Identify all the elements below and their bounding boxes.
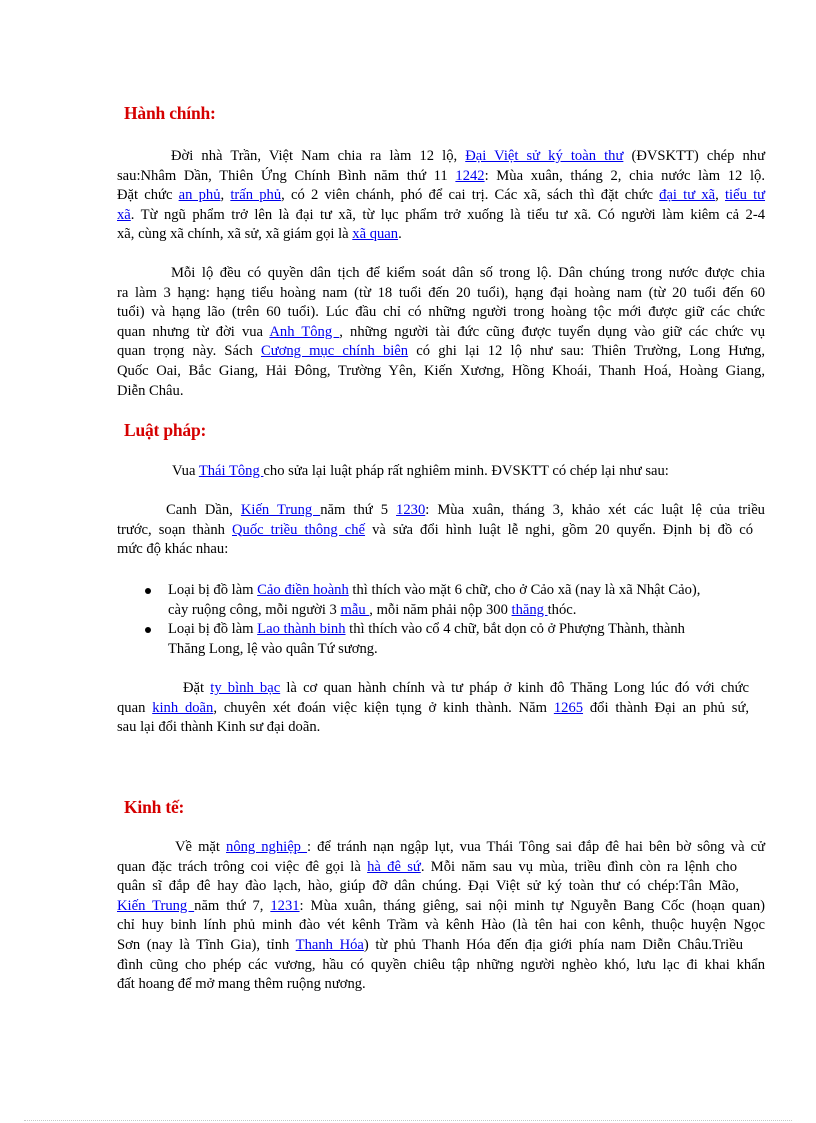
link-tran-phu[interactable]: trấn phủ (230, 187, 282, 204)
link-dai-viet-su-ky-toan-thu[interactable]: Đại Việt sử ký toàn thư (465, 148, 624, 164)
heading-hanh-chinh: Hành chính: (124, 103, 216, 123)
paragraph-law-3 (117, 679, 765, 738)
text-line (117, 699, 765, 719)
link-kien-trung[interactable]: Kiến Trung (240, 502, 321, 518)
text-run: Loại bị đồ làm (168, 582, 258, 598)
text-line (168, 581, 765, 601)
link-tieu-tu-xa[interactable]: tiểu tư (724, 187, 766, 204)
text-run: và sửa đổi hình luật lễ nghi, gồm 20 quyển. Định bị đồ có (365, 521, 753, 538)
text-run: quan trọng này. Sách (117, 343, 261, 360)
text-line (168, 620, 765, 640)
text-run: . (398, 226, 402, 243)
text-run: , (715, 187, 725, 204)
text-run: xã, cùng xã chính, xã sử, xã giám gọi là (117, 226, 353, 243)
text-run: : Mùa xuân, tháng 2, chia nước làm 12 lộ. (484, 167, 765, 184)
text-run: quan đặc trách trông coi việc đê gọi là (117, 858, 368, 875)
text-line: quân sĩ đắp đê hay đào lạch, hào, giúp đỡ dân chúng. Đại Việt sử ký toàn thư có chép:Tân Mão, (117, 878, 739, 895)
text-run: Vua (172, 463, 199, 479)
link-nong-nghiep[interactable]: nông nghiệp (226, 839, 308, 855)
text-line: Quốc Oai, Bắc Giang, Hải Đông, Trường Yên, Kiến Xương, Hồng Khoái, Thanh Hoá, Hoàng Giang, (117, 362, 765, 379)
link-thanh-hoa[interactable]: Thanh Hóa (295, 936, 364, 953)
text-run: năm thứ 5 (320, 502, 397, 518)
text-run: , có 2 viên chánh, phó để cai trị. Các xã, sách thì đặt chức (281, 187, 660, 204)
text-line (117, 679, 765, 699)
text-run: thì thích vào cổ 4 chữ, bắt dọn cỏ ở Phượng Thành, thành (345, 621, 685, 638)
text-run: trước, soạn thành (117, 521, 233, 538)
text-run: Loại bị đồ làm (168, 621, 258, 638)
link-xa-quan[interactable]: xã quan (352, 226, 399, 243)
text-line: Thăng Long, lệ vào quân Tứ sương. (168, 640, 378, 657)
text-line (117, 858, 765, 878)
text-line (117, 147, 765, 167)
text-line (117, 206, 765, 226)
text-line: mức độ khác nhau: (117, 541, 229, 558)
bullet-icon (145, 627, 151, 633)
list-item (117, 620, 765, 659)
text-line (117, 521, 765, 541)
text-run: , những người tài đức cũng được tuyển dụng vào giữ các chức vụ (339, 323, 765, 340)
text-run: cho sửa lại luật pháp rất nghiêm minh. ĐVSKTT có chép lại như sau: (263, 463, 669, 479)
paragraph-admin-2 (117, 264, 765, 401)
link-lao-thanh-binh[interactable]: Lao thành binh (257, 621, 346, 638)
text-run: . Mỗi năm sau vụ mùa, triều đình còn ra lệnh cho (420, 858, 737, 875)
text-line (117, 936, 765, 956)
page-bottom-divider (24, 1120, 792, 1121)
paragraph-economy-1 (117, 838, 765, 995)
link-thang[interactable]: thăng (511, 601, 548, 618)
link-ty-binh-bac[interactable]: ty bình bạc (210, 680, 281, 696)
text-line (117, 186, 765, 206)
text-run: Đặt chức (117, 187, 179, 204)
text-run: thì thích vào mặt 6 chữ, cho ở Cảo xã (nay là xã Nhật Cảo), (348, 582, 701, 598)
paragraph-law-1 (117, 462, 765, 482)
text-line: ra làm 3 hạng: hạng tiểu hoàng nam (từ 18 tuổi đến 20 tuổi), hạng đại hoàng nam (từ 20 tuổi đến 60 (117, 284, 765, 301)
text-run: , (220, 187, 231, 204)
punishment-list (117, 581, 765, 659)
text-line (117, 342, 765, 362)
text-run: ) từ phủ Thanh Hóa đến địa giới phía nam Diễn Châu.Triều (363, 936, 743, 953)
text-run: Đặt (183, 680, 211, 696)
link-thai-tong[interactable]: Thái Tông (198, 463, 264, 479)
text-run: quan nhưng từ đời vua (117, 323, 270, 340)
text-run: , mỗi năm phải nộp 300 (369, 601, 512, 618)
text-line (117, 897, 765, 917)
link-anh-tong[interactable]: Anh Tông (269, 323, 340, 340)
text-line (117, 323, 765, 343)
text-line: Diễn Châu. (117, 382, 184, 399)
text-line (117, 167, 765, 187)
link-1231[interactable]: 1231 (270, 897, 300, 914)
list-item (117, 581, 765, 620)
text-line: sau lại đổi thành Kinh sư đại doãn. (117, 719, 321, 736)
text-run: là cơ quan hành chính và tư pháp ở kinh đô Thăng Long lúc đó với chức (280, 680, 749, 696)
text-line: đình cũng cho phép các vương, hầu có quyền chiêu tập những người nghèo khó, lưu lạc đi khai khẩn (117, 956, 765, 973)
heading-kinh-te: Kinh tế: (124, 797, 185, 817)
link-ha-de-su[interactable]: hà đê sứ (367, 858, 421, 875)
text-run: : Mùa xuân, tháng 3, khảo xét các luật lệ của triều (425, 502, 765, 518)
link-tieu-tu-xa-cont[interactable]: xã (117, 206, 131, 223)
link-kinh-doan[interactable]: kinh doãn (152, 699, 214, 716)
link-quoc-trieu-thong-che[interactable]: Quốc triều thông chế (232, 521, 366, 538)
text-run: đổi thành Đại an phủ sứ, (583, 699, 749, 716)
text-run: thóc. (547, 601, 577, 618)
text-line: chỉ huy binh lính phủ minh đào vét kênh Trầm và kênh Hào (là tên hai con kênh, thuộc huyện Ngọc (117, 917, 765, 934)
text-run: , chuyên xét đoán việc kiện tụng ở kinh thành. Năm (213, 699, 554, 716)
link-1230[interactable]: 1230 (396, 502, 426, 518)
text-line: tuổi) và hạng lão (trên 60 tuổi). Lúc đầu chỉ có những người trong hoàng tộc mới được giữ các chức (117, 304, 765, 321)
link-mau[interactable]: mẫu (340, 601, 370, 618)
link-dai-tu-xa[interactable]: đại tư xã (659, 187, 716, 204)
text-line (168, 601, 765, 621)
text-run: . Từ ngũ phẩm trở lên là đại tư xã, từ lục phẩm trở xuống là tiểu tư xã. Có người làm kiêm cả 2-4 (130, 206, 765, 223)
text-run: Canh Dần, (166, 502, 241, 518)
text-run: sau:Nhâm Dần, Thiên Ứng Chính Bình năm thứ 11 (117, 167, 456, 184)
paragraph-admin-1 (117, 147, 765, 245)
link-an-phu[interactable]: an phủ (178, 187, 221, 204)
text-run: có ghi lại 12 lộ như sau: Thiên Trường, Long Hưng, (408, 343, 765, 360)
text-line: Mỗi lộ đều có quyền dân tịch để kiểm soát dân số trong lộ. Dân chúng trong nước được chia (171, 265, 765, 281)
text-line (117, 501, 765, 521)
text-line (117, 225, 765, 245)
link-cao-dien-hoanh[interactable]: Cảo điền hoành (257, 582, 349, 598)
text-run: : Mùa xuân, tháng giêng, sai nội minh tự Nguyễn Bang Cốc (hoạn quan) (299, 897, 765, 914)
paragraph-law-2 (117, 501, 765, 560)
text-line (117, 462, 765, 482)
text-run: : để tránh nạn ngập lụt, vua Thái Tông sai đắp đê hai bên bờ sông và cử (307, 839, 765, 855)
text-line: đất hoang để mở mang thêm ruộng nương. (117, 976, 366, 993)
text-run: Sơn (nay là Tĩnh Gia), tỉnh (117, 936, 296, 953)
link-1242[interactable]: 1242 (455, 167, 485, 184)
heading-luat-phap: Luật pháp: (124, 420, 207, 440)
link-1265[interactable]: 1265 (553, 699, 584, 716)
text-run: cày ruộng công, mỗi người 3 (168, 601, 341, 618)
text-run: Về mặt (175, 839, 227, 855)
text-line (117, 838, 765, 858)
text-run: (ĐVSKTT) chép như (623, 148, 766, 164)
link-cuong-muc-chinh-bien[interactable]: Cương mục chính biên (260, 343, 409, 360)
text-run: Đời nhà Trần, Việt Nam chia ra làm 12 lộ, (171, 148, 466, 164)
bullet-icon (145, 588, 151, 594)
text-run: năm thứ 7, (194, 897, 271, 914)
text-run: quan (117, 699, 153, 716)
link-kien-trung-2[interactable]: Kiến Trung (117, 897, 195, 914)
